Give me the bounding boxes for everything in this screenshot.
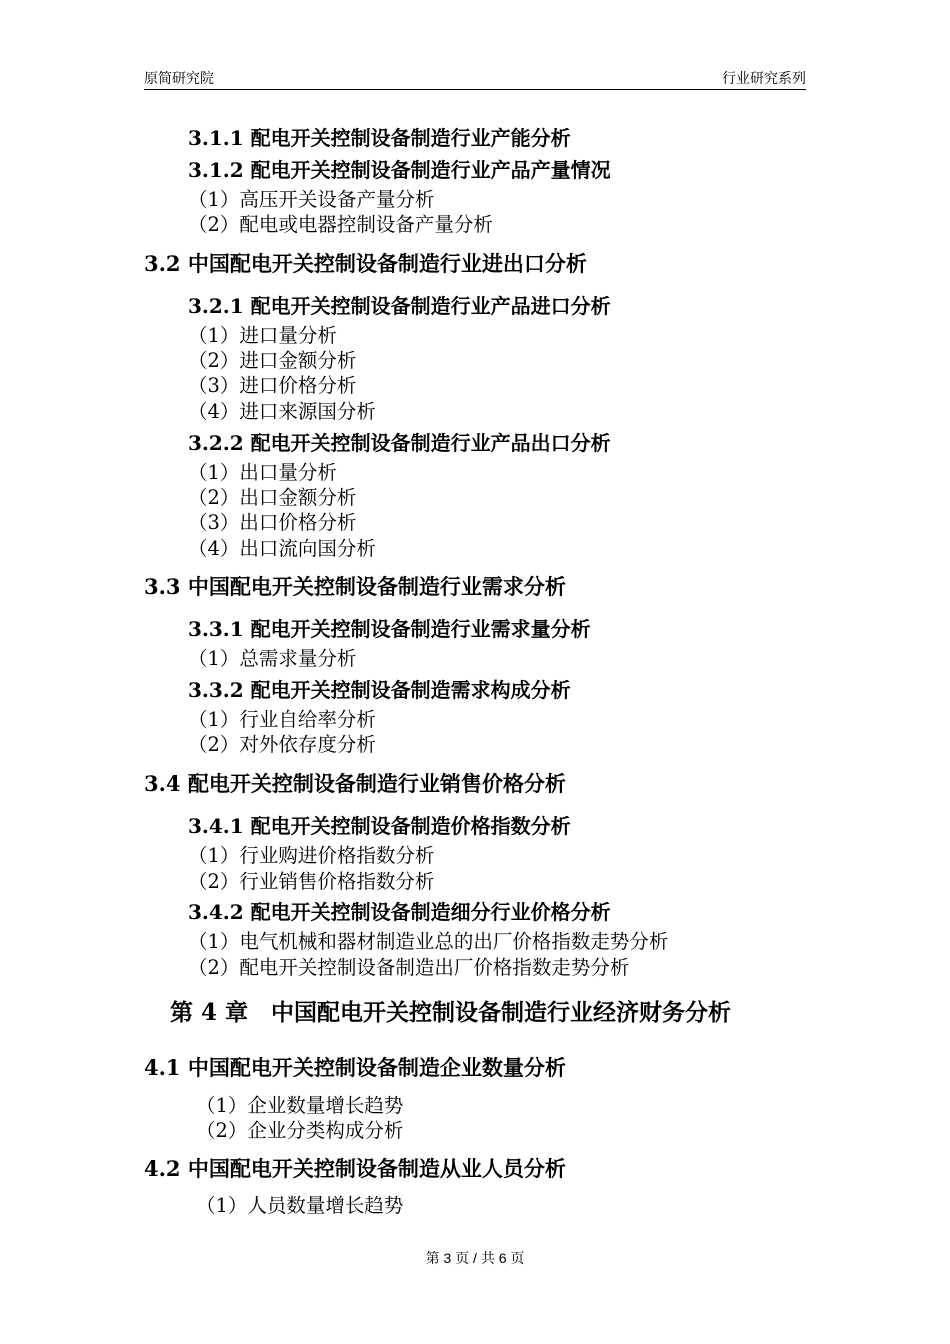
toc-section: 3.4 配电开关控制设备制造行业销售价格分析 (144, 771, 566, 796)
toc-item: （2）企业分类构成分析 (196, 1119, 404, 1142)
toc-subsection: 3.2.1 配电开关控制设备制造行业产品进口分析 (188, 294, 611, 318)
toc-subsection: 3.3.2 配电开关控制设备制造需求构成分析 (188, 678, 571, 702)
toc-section: 4.2 中国配电开关控制设备制造从业人员分析 (144, 1156, 566, 1181)
toc-item: （2）出口金额分析 (188, 486, 357, 509)
toc-subsection: 3.2.2 配电开关控制设备制造行业产品出口分析 (188, 431, 611, 455)
toc-subsection: 3.4.2 配电开关控制设备制造细分行业价格分析 (188, 900, 611, 924)
toc-item: （2）进口金额分析 (188, 349, 357, 372)
toc-item: （1）电气机械和器材制造业总的出厂价格指数走势分析 (188, 930, 669, 953)
toc-item: （3）出口价格分析 (188, 511, 357, 534)
toc-subsection: 3.1.2 配电开关控制设备制造行业产品产量情况 (188, 158, 611, 182)
toc-item: （1）人员数量增长趋势 (196, 1194, 404, 1217)
header-rule (144, 89, 806, 90)
toc-item: （1）总需求量分析 (188, 647, 357, 670)
toc-item: （1）企业数量增长趋势 (196, 1094, 404, 1117)
toc-item: （2）配电或电器控制设备产量分析 (188, 213, 493, 236)
toc-section: 3.3 中国配电开关控制设备制造行业需求分析 (144, 574, 566, 599)
header-right: 行业研究系列 (722, 70, 806, 86)
toc-item: （1）高压开关设备产量分析 (188, 188, 435, 211)
toc-item: （2）配电开关控制设备制造出厂价格指数走势分析 (188, 956, 630, 979)
header-left: 原简研究院 (144, 70, 214, 86)
toc-subsection: 3.4.1 配电开关控制设备制造价格指数分析 (188, 814, 571, 838)
toc-item: （3）进口价格分析 (188, 374, 357, 397)
toc-item: （1）进口量分析 (188, 324, 337, 347)
toc-item: （1）出口量分析 (188, 461, 337, 484)
toc-item: （1）行业购进价格指数分析 (188, 844, 435, 867)
toc-item: （4）出口流向国分析 (188, 537, 376, 560)
toc-subsection: 3.3.1 配电开关控制设备制造行业需求量分析 (188, 617, 591, 641)
toc-chapter: 第 4 章 中国配电开关控制设备制造行业经济财务分析 (170, 999, 732, 1026)
toc-subsection: 3.1.1 配电开关控制设备制造行业产能分析 (188, 126, 571, 150)
page-number: 第 3 页 / 共 6 页 (425, 1250, 525, 1266)
toc-item: （2）对外依存度分析 (188, 733, 376, 756)
toc-item: （1）行业自给率分析 (188, 708, 376, 731)
toc-item: （4）进口来源国分析 (188, 400, 376, 423)
toc-item: （2）行业销售价格指数分析 (188, 870, 435, 893)
toc-section: 3.2 中国配电开关控制设备制造行业进出口分析 (144, 251, 587, 276)
toc-section: 4.1 中国配电开关控制设备制造企业数量分析 (144, 1055, 566, 1080)
